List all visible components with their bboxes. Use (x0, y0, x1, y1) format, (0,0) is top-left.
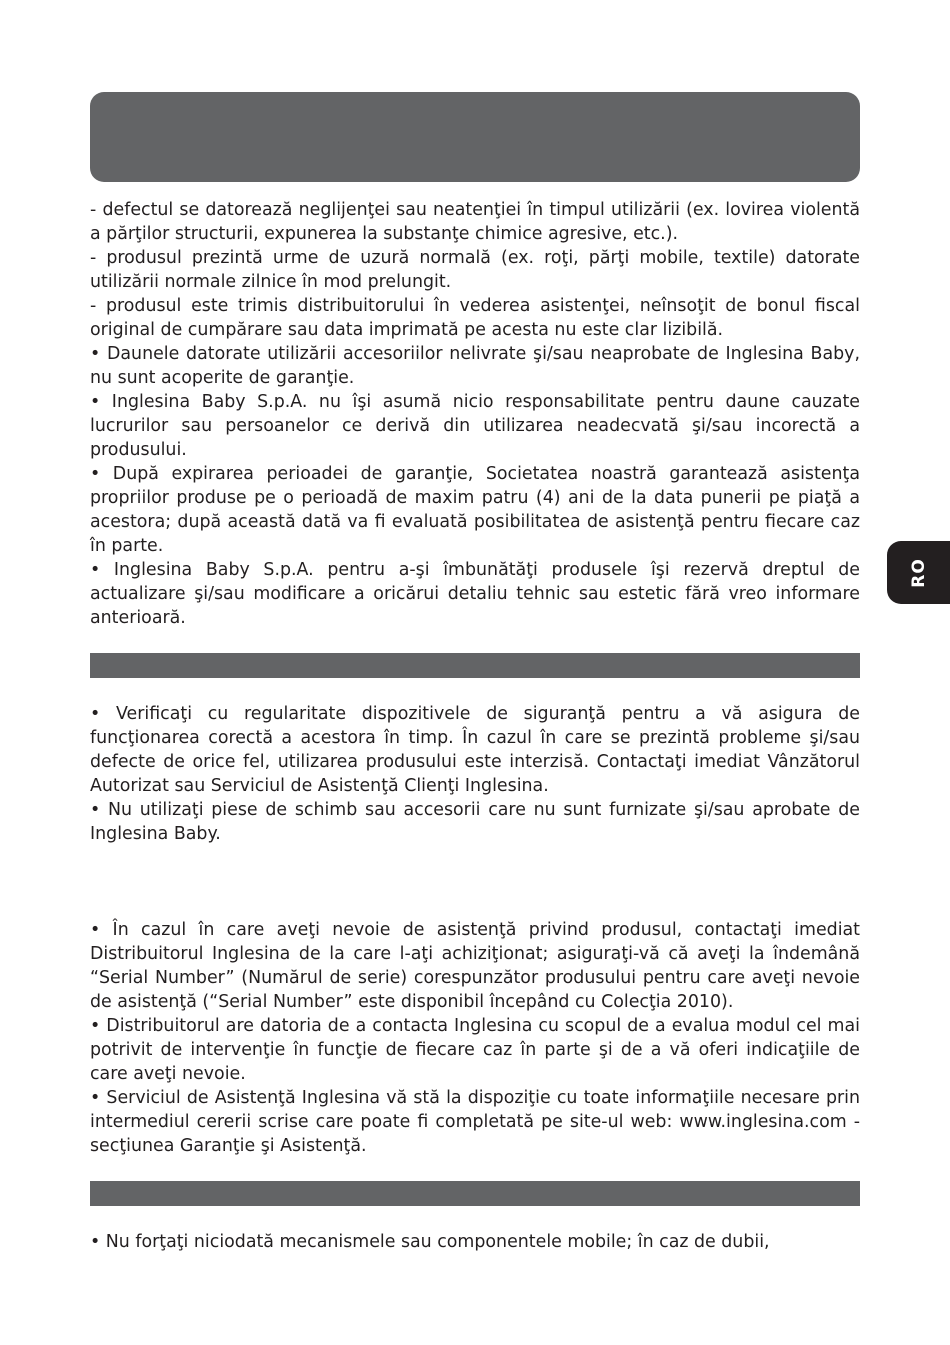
paragraph: • Nu forţaţi niciodată mecanismele sau componentele mobile; în caz de dubii, (90, 1232, 770, 1252)
section-heading-bar (90, 653, 860, 678)
paragraph: • Daunele datorate utilizării accesoriilor nelivrate şi/sau neaprobate de Inglesina Baby, nu sunt acoperite de garanţie. (90, 344, 860, 388)
safety-section (90, 1230, 860, 1254)
paragraph: • În cazul în care aveţi nevoie de asistenţă privind produsul, contactaţi imediat Distribuitorul Inglesina de la care l-aţi achiziţionat; asiguraţi-vă că aveţi la îndemână “Serial Number” (Numărul de serie) corespunzător produsului pentru care aveţi nevoie de asistenţă (“Serial Number” este disponibil începând cu Colecţia 2010). (90, 920, 860, 1012)
warranty-exclusions-section (90, 198, 860, 630)
paragraph: • Nu utilizaţi piese de schimb sau accesorii care nu sunt furnizate şi/sau aprobate de Inglesina Baby. (90, 800, 860, 844)
paragraph: • Inglesina Baby S.p.A. pentru a-şi îmbunătăţi produsele îşi rezervă dreptul de actualizare şi/sau modificare a oricărui detaliu tehnic sau estetic fără vreo informare anterioară. (90, 560, 860, 628)
language-tab (887, 541, 950, 604)
paragraph: - produsul este trimis distribuitorului în vederea asistenţei, neînsoţit de bonul fiscal original de cumpărare sau data imprimată pe acesta nu este clar lizibilă. (90, 296, 860, 340)
paragraph: • Distribuitorul are datoria de a contacta Inglesina cu scopul de a evalua modul cel mai potrivit de intervenţie în funcţie de fiecare caz în parte şi de a vă oferi indicaţiile de care aveţi nevoie. (90, 1016, 860, 1084)
assistance-section (90, 918, 860, 1158)
paragraph: • Verificaţi cu regularitate dispozitivele de siguranţă pentru a vă asigura de funcţionarea corectă a acestora în timp. În cazul în care se prezintă probleme şi/sau defecte de orice fel, utilizarea produsului este interzisă. Contactaţi imediat Vânzătorul Autorizat sau Serviciul de Asistenţă Clienţi Inglesina. (90, 704, 860, 796)
section-heading-bar (90, 1181, 860, 1206)
paragraph: • După expirarea perioadei de garanţie, Societatea noastră garantează asistenţa propriilor produse pe o perioadă de maxim patru (4) ani de la data punerii pe piaţă a acestora; după această dată va fi evaluată posibilitatea de asistenţă pentru fiecare caz în parte. (90, 464, 860, 556)
header-banner (90, 92, 860, 182)
maintenance-section (90, 702, 860, 846)
paragraph: • Serviciul de Asistenţă Inglesina vă stă la dispoziţie cu toate informaţiile necesare prin intermediul cererii scrise care poate fi completată pe site-ul web: www.inglesina.com - secţiunea Garanţie şi Asistenţă. (90, 1088, 860, 1156)
paragraph: - defectul se datorează neglijenţei sau neatenţiei în timpul utilizării (ex. lovirea violentă a părţilor structurii, expunerea la substanţe chimice agresive, etc.). (90, 200, 860, 244)
paragraph: • Inglesina Baby S.p.A. nu îşi asumă nicio responsabilitate pentru daune cauzate lucrurilor sau persoanelor ce derivă din utilizarea neadecvată şi/sau incorectă a produsului. (90, 392, 860, 460)
language-tab-label: RO (908, 557, 929, 588)
paragraph: - produsul prezintă urme de uzură normală (ex. roţi, părţi mobile, textile) datorate utilizării normale zilnice în mod prelungit. (90, 248, 860, 292)
